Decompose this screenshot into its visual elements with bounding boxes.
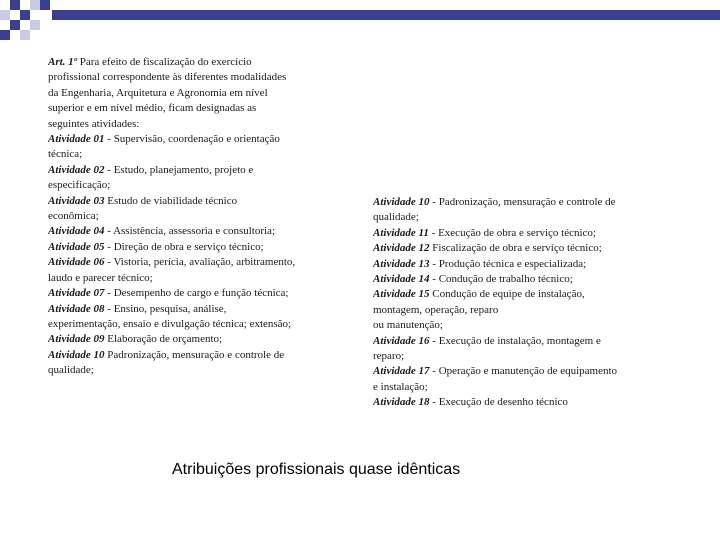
decor-square — [30, 20, 40, 30]
text-line: Atividade 13 - Produção técnica e especializada; — [373, 257, 587, 270]
text-line: técnica; — [48, 148, 83, 161]
text-line: Atividade 02 - Estudo, planejamento, projeto e — [48, 163, 254, 176]
decor-square — [30, 0, 40, 10]
text-line: Atividade 06 - Vistoria, perícia, avaliação, arbitramento, — [48, 256, 296, 269]
text-line: Atividade 17 - Operação e manutenção de equipamento — [373, 365, 618, 378]
text-line: da Engenharia, Arquitetura e Agronomia em nível — [48, 86, 268, 99]
text-line: reparo; — [373, 350, 405, 363]
text-line: e instalação; — [373, 380, 428, 393]
text-line: Atividade 10 - Padronização, mensuração e controle de — [373, 196, 616, 208]
text-line: superior e em nível médio, ficam designadas as — [48, 102, 257, 115]
decor-square — [40, 0, 50, 10]
decor-square — [10, 20, 20, 30]
text-line: Atividade 03 Estudo de viabilidade técnico — [48, 194, 238, 207]
decorative-header — [0, 0, 720, 48]
text-line: Atividade 08 - Ensino, pesquisa, análise, — [48, 302, 227, 315]
text-line: Atividade 16 - Execução de instalação, montagem e — [373, 334, 601, 347]
decor-square — [20, 10, 30, 20]
text-line: profissional correspondente às diferentes modalidades — [48, 71, 287, 84]
text-line: Atividade 10 Padronização, mensuração e controle de — [48, 348, 285, 361]
text-line: Atividade 04 - Assistência, assessoria e consultoria; — [48, 225, 275, 238]
decor-bar — [52, 10, 720, 20]
text-line: Atividade 18 - Execução de desenho técnico — [373, 396, 568, 409]
text-line: Atividade 01 - Supervisão, coordenação e orientação — [48, 133, 280, 146]
text-line: Atividade 12 Fiscalização de obra e serviço técnico; — [373, 242, 602, 255]
scan-left-excerpt — [48, 55, 342, 377]
text-line: laudo e parecer técnico; — [48, 271, 153, 284]
decor-square — [0, 10, 10, 20]
text-line: Atividade 09 Elaboração de orçamento; — [48, 333, 223, 346]
decor-square — [0, 30, 10, 40]
slide-caption: Atribuições profissionais quase idênticas — [172, 461, 461, 478]
decor-square — [10, 0, 20, 10]
scan-right-excerpt — [373, 195, 689, 420]
text-line: ou manutenção; — [373, 319, 443, 332]
text-line: seguintes atividades: — [48, 117, 140, 130]
decor-square — [20, 30, 30, 40]
text-line: experimentação, ensaio e divulgação técnica; extensão; — [48, 317, 292, 330]
text-line: Atividade 07 - Desempenho de cargo e função técnica; — [48, 287, 289, 300]
text-line: econômica; — [48, 210, 99, 223]
text-line: especificação; — [48, 179, 111, 192]
text-line: montagem, operação, reparo — [373, 303, 499, 316]
text-line: qualidade; — [48, 364, 94, 377]
text-line: Atividade 05 - Direção de obra e serviço técnico; — [48, 240, 264, 253]
text-line: Atividade 11 - Execução de obra e serviço técnico; — [373, 226, 596, 239]
text-line: Atividade 15 Condução de equipe de instalação, — [373, 288, 585, 301]
text-line: Art. 1º Para efeito de fiscalização do exercício — [48, 56, 252, 68]
text-line: Atividade 14 - Condução de trabalho técnico; — [373, 273, 573, 286]
text-line: qualidade; — [373, 211, 419, 224]
